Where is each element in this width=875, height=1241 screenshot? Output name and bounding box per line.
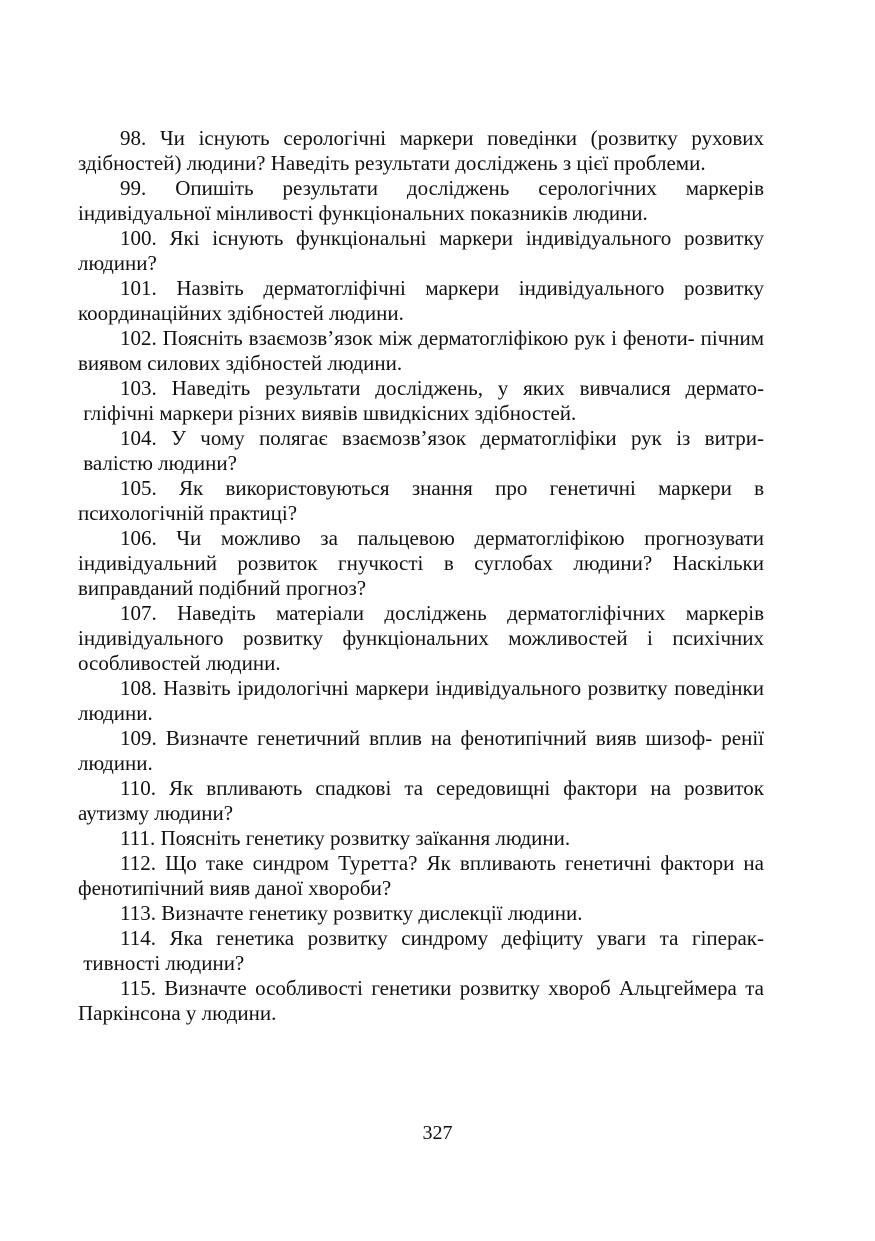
question-113: 113. Визначте генетику розвитку дислекції людини. [120,901,583,925]
page-number: 327 [422,1122,453,1144]
question-115: 115. Визначте особливості генетики розвитку хвороб Альцгеймера та Паркінсона у людини. [78,976,764,1025]
question-101: 101. Назвіть дерматогліфічні маркери індивідуального розвитку координаційних здібностей людини. [78,276,764,325]
question-99: 99. Опишіть результати досліджень серологічних маркерів індивідуальної мінливості функціональних показників людини. [78,176,764,225]
question-112: 112. Що таке синдром Туретта? Як впливають генетичні фактори на фенотипічний вияв даної хвороби? [78,851,764,900]
question-111: 111. Поясніть генетику розвитку заїкання людини. [120,826,571,850]
question-109: 109. Визначте генетичний вплив на фенотипічний вияв шизоф- ренії людини. [78,726,764,775]
question-106: 106. Чи можливо за пальцевою дерматогліфікою прогнозувати індивідуальний розвиток гнучкості в суглобах людини? Наскільки виправданий подібний прогноз? [78,526,764,600]
question-102: 102. Поясніть взаємозв’язок між дерматогліфікою рук і феноти- пічним виявом силових здібностей людини. [78,326,764,375]
question-98: 98. Чи існують серологічні маркери поведінки (розвитку рухових здібностей) людини? Наведіть результати досліджень з цієї проблеми. [78,126,764,175]
question-108: 108. Назвіть іридологічні маркери індивідуального розвитку поведінки людини. [78,676,764,725]
question-114: 114. Яка генетика розвитку синдрому дефіциту уваги та гіперак- тивності людини? [78,926,764,975]
question-104: 104. У чому полягає взаємозв’язок дерматогліфіки рук із витри- валістю людини? [78,426,764,475]
question-list [78,126,764,1026]
question-110: 110. Як впливають спадкові та середовищні фактори на розвиток аутизму людини? [78,776,764,825]
question-107: 107. Наведіть матеріали досліджень дерматогліфічних маркерів індивідуального розвитку функціональних можливостей і психічних особливостей людини. [78,601,764,675]
question-105: 105. Як використовуються знання про генетичні маркери в психологічній практиці? [78,476,764,525]
question-103: 103. Наведіть результати досліджень, у яких вивчалися дермато- гліфічні маркери різних виявів швидкісних здібностей. [78,376,764,425]
question-100: 100. Які існують функціональні маркери індивідуального розвитку людини? [78,226,764,275]
